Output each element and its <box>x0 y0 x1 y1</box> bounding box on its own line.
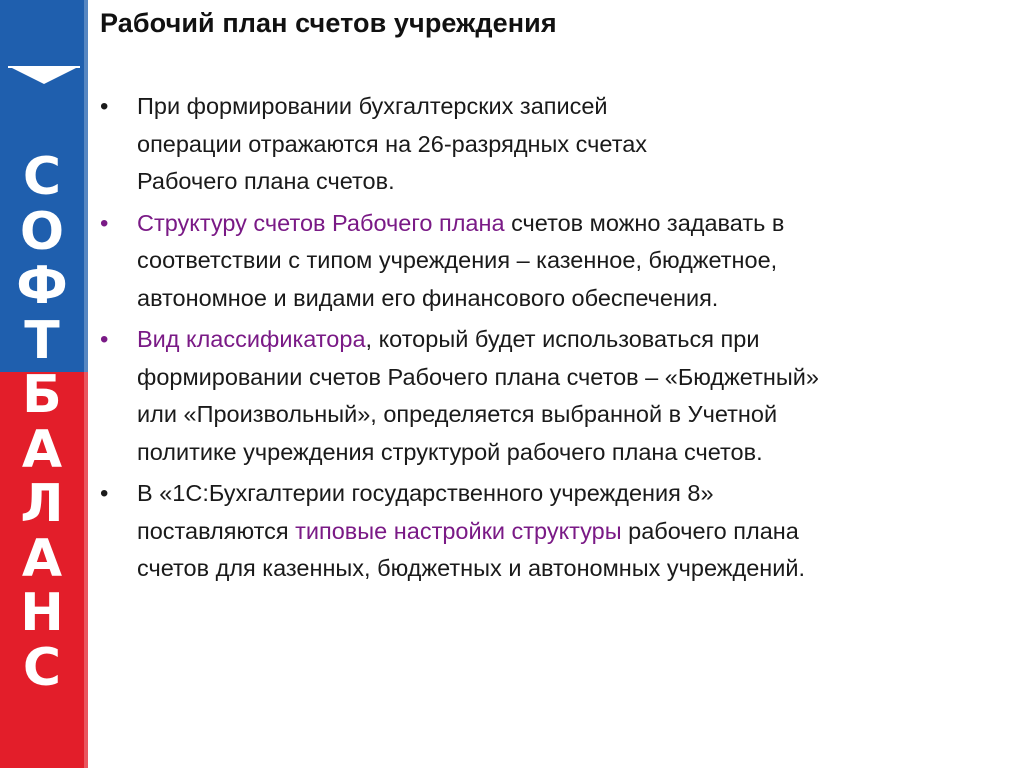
text-segment: автономное и видами его финансового обеспечения. <box>137 284 719 311</box>
brand-letter: Ф <box>16 256 68 316</box>
text-segment: счетов для казенных, бюджетных и автономных учреждений. <box>137 555 806 581</box>
brand-letter: А <box>21 419 63 480</box>
chevron-down-icon <box>2 62 86 122</box>
bullet-item <box>100 321 1010 471</box>
bullet-line <box>137 321 1010 359</box>
bullet-line <box>137 280 1010 318</box>
brand-letter: Б <box>22 365 62 425</box>
bullet-line <box>137 434 1010 472</box>
bullet-line <box>137 88 1010 126</box>
bullet-list <box>100 88 1010 592</box>
bullet-line <box>137 475 1010 513</box>
text-segment: рабочего плана <box>621 517 799 544</box>
text-segment: При формировании бухгалтерских записей <box>137 93 608 119</box>
brand-letter: А <box>21 528 63 589</box>
text-segment: , который будет использоваться при <box>365 326 760 352</box>
brand-letter: С <box>22 637 62 698</box>
brand-letter: Т <box>24 310 60 371</box>
bullet-item <box>100 205 1010 318</box>
text-segment: соответствии с типом учреждения – казенное, бюджетное, <box>137 247 778 273</box>
slide-title: Рабочий план счетов учреждения <box>100 8 557 38</box>
bullet-line <box>137 396 1010 434</box>
brand-letter: Л <box>20 474 64 534</box>
text-segment: В «1С:Бухгалтерии государственного учреждения 8» <box>137 480 714 506</box>
text-segment: формировании счетов Рабочего плана счетов – «Бюджетный» <box>137 363 819 390</box>
text-segment: счетов можно задавать в <box>504 209 785 236</box>
text-segment: или «Произвольный», определяется выбранной в Учетной <box>137 401 778 427</box>
bullet-line <box>137 513 1010 551</box>
bullet-line <box>137 205 1010 243</box>
bullet-marker: • <box>100 326 109 353</box>
brand-bar <box>0 0 88 768</box>
brand-letter: Н <box>20 583 64 643</box>
bullet-line <box>137 242 1010 280</box>
bullet-line <box>137 163 1010 201</box>
bullet-line <box>137 550 1010 588</box>
highlighted-term: Вид классификатора <box>137 326 366 352</box>
text-segment: Рабочего плана счетов. <box>137 168 395 194</box>
brand-logo-text <box>0 147 84 698</box>
brand-letter: С <box>22 147 62 207</box>
bullet-item <box>100 88 1010 201</box>
highlighted-term: Структуру счетов Рабочего плана <box>137 209 505 236</box>
text-segment: политике учреждения структурой рабочего плана счетов. <box>137 438 763 465</box>
bullet-line <box>137 359 1010 397</box>
bullet-line <box>137 126 1010 164</box>
bullet-item <box>100 475 1010 588</box>
text-segment: поставляются <box>137 517 296 544</box>
bullet-marker: • <box>100 480 109 507</box>
bullet-marker: • <box>100 93 109 120</box>
highlighted-term: типовые настройки структуры <box>295 517 622 544</box>
bullet-marker: • <box>100 209 109 237</box>
brand-letter: О <box>19 201 65 262</box>
text-segment: операции отражаются на 26-разрядных счетах <box>137 130 648 157</box>
